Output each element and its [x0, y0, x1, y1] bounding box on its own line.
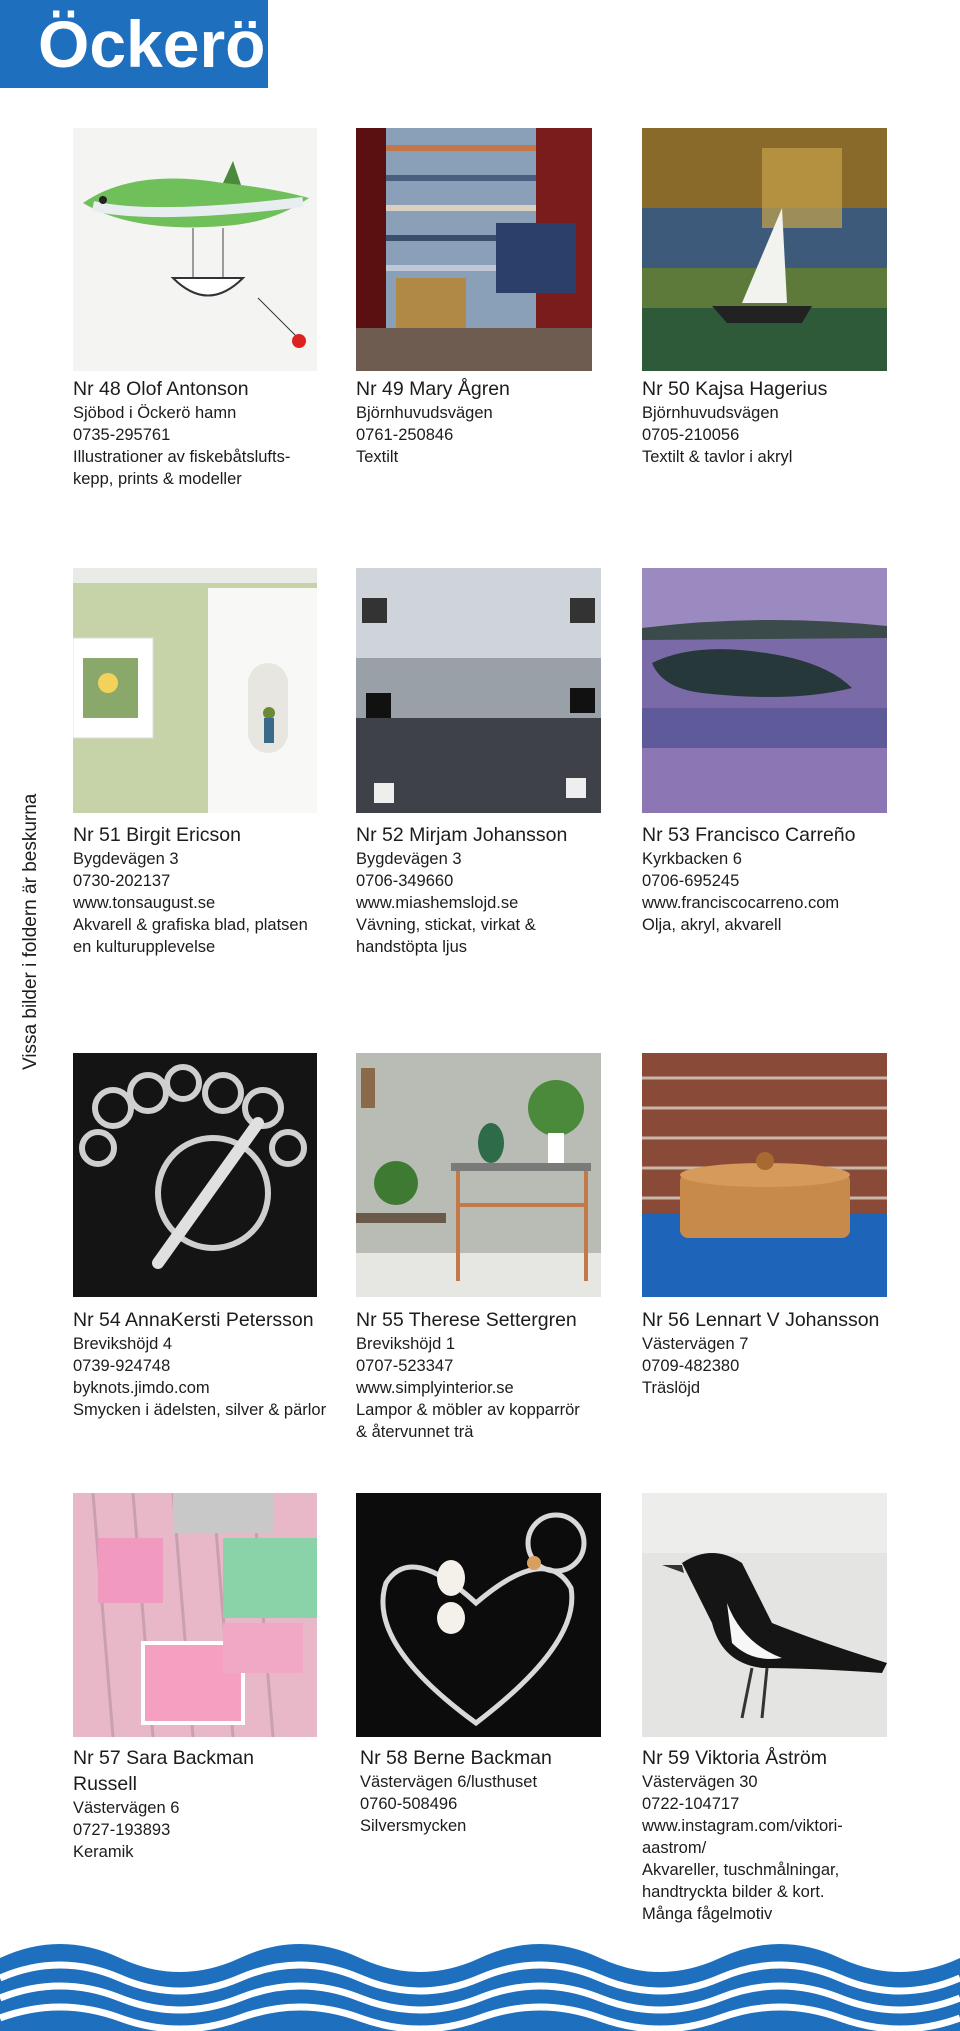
artwork-image-57	[73, 1493, 317, 1737]
artist-detail: Silversmycken	[360, 1817, 467, 1835]
artist-detail: Keramik	[73, 1843, 134, 1861]
artist-name-continued: Russell	[73, 1773, 137, 1795]
page-title: Öckerö	[38, 7, 266, 81]
artist-detail: Kyrkbacken 6	[642, 850, 742, 868]
artist-name: Nr 50 Kajsa Hagerius	[642, 378, 828, 400]
artist-detail: Textilt & tavlor i akryl	[642, 448, 793, 466]
artwork-image-56	[642, 1053, 887, 1297]
artist-website: www.tonsaugust.se	[73, 894, 216, 912]
artist-detail: Smycken i ädelsten, silver & pärlor	[73, 1401, 327, 1419]
artwork-image-55	[356, 1053, 601, 1297]
artist-detail: Västervägen 6	[73, 1799, 180, 1817]
title-banner	[0, 0, 268, 88]
artist-phone: 0706-695245	[642, 872, 740, 890]
artwork-image-58	[356, 1493, 601, 1737]
artist-detail: Sjöbod i Öckerö hamn	[73, 404, 237, 422]
artist-detail: Akvarell & grafiska blad, platsen	[73, 916, 308, 934]
artwork-image-51	[73, 568, 317, 813]
artist-phone: 0760-508496	[360, 1795, 458, 1813]
artist-name: Nr 52 Mirjam Johansson	[356, 824, 568, 846]
artist-name: Nr 58 Berne Backman	[360, 1747, 552, 1769]
artist-detail: & återvunnet trä	[356, 1423, 474, 1441]
artist-name: Nr 55 Therese Settergren	[356, 1309, 577, 1331]
artist-website: aastrom/	[642, 1839, 707, 1857]
artist-phone: 0730-202137	[73, 872, 171, 890]
artist-detail: Akvareller, tuschmålningar,	[642, 1861, 840, 1879]
artist-detail: Brevikshöjd 4	[73, 1335, 173, 1353]
artist-name: Nr 49 Mary Ågren	[356, 378, 510, 400]
artist-detail: Bygdevägen 3	[356, 850, 462, 868]
artwork-image-52	[356, 568, 601, 813]
artist-name: Nr 48 Olof Antonson	[73, 378, 249, 400]
artist-detail: Illustrationer av fiskebåtslufts-	[73, 448, 291, 466]
artwork-image-53	[642, 568, 887, 813]
artist-detail: Textilt	[356, 448, 399, 466]
artist-website: www.miashemslojd.se	[356, 894, 519, 912]
artist-name: Nr 53 Francisco Carreño	[642, 824, 856, 846]
artist-phone: 0706-349660	[356, 872, 454, 890]
artwork-image-50	[642, 128, 887, 371]
artist-detail: handstöpta ljus	[356, 938, 467, 956]
artist-phone: 0709-482380	[642, 1357, 740, 1375]
artist-detail: Bygdevägen 3	[73, 850, 179, 868]
artist-detail: handtryckta bilder & kort.	[642, 1883, 825, 1901]
artist-name: Nr 54 AnnaKersti Petersson	[73, 1309, 314, 1331]
artist-phone: 0739-924748	[73, 1357, 171, 1375]
artist-detail: Björnhuvudsvägen	[642, 404, 779, 422]
artist-name: Nr 56 Lennart V Johansson	[642, 1309, 880, 1331]
artist-detail: Olja, akryl, akvarell	[642, 916, 782, 934]
artist-website: www.instagram.com/viktori-	[642, 1817, 843, 1835]
artist-website: www.franciscocarreno.com	[642, 894, 840, 912]
artist-detail: Västervägen 30	[642, 1773, 758, 1791]
artist-detail: Västervägen 7	[642, 1335, 749, 1353]
artist-detail: Träslöjd	[642, 1379, 701, 1397]
artist-website: www.simplyinterior.se	[356, 1379, 514, 1397]
artist-detail: Vävning, stickat, virkat &	[356, 916, 536, 934]
artwork-image-54	[73, 1053, 317, 1297]
side-note: Vissa bilder i foldern är beskurna	[20, 793, 41, 1070]
artist-detail: Lampor & möbler av kopparrör	[356, 1401, 580, 1419]
artist-name: Nr 51 Birgit Ericson	[73, 824, 241, 846]
artwork-image-49	[356, 128, 592, 371]
wave-decoration	[0, 1930, 960, 2031]
artist-website: byknots.jimdo.com	[73, 1379, 210, 1397]
artist-detail: Västervägen 6/lusthuset	[360, 1773, 538, 1791]
artist-phone: 0761-250846	[356, 426, 454, 444]
artist-detail: Många fågelmotiv	[642, 1905, 773, 1923]
artist-name: Nr 57 Sara Backman	[73, 1747, 254, 1769]
artist-phone: 0727-193893	[73, 1821, 171, 1839]
artist-detail: en kulturupplevelse	[73, 938, 216, 956]
artist-name: Nr 59 Viktoria Åström	[642, 1747, 827, 1769]
artist-detail: kepp, prints & modeller	[73, 470, 242, 488]
artist-phone: 0735-295761	[73, 426, 171, 444]
artist-detail: Brevikshöjd 1	[356, 1335, 456, 1353]
artwork-image-48	[73, 128, 317, 371]
artist-detail: Björnhuvudsvägen	[356, 404, 493, 422]
artist-phone: 0705-210056	[642, 426, 740, 444]
artist-phone: 0707-523347	[356, 1357, 454, 1375]
artist-phone: 0722-104717	[642, 1795, 740, 1813]
artwork-image-59	[642, 1493, 887, 1737]
